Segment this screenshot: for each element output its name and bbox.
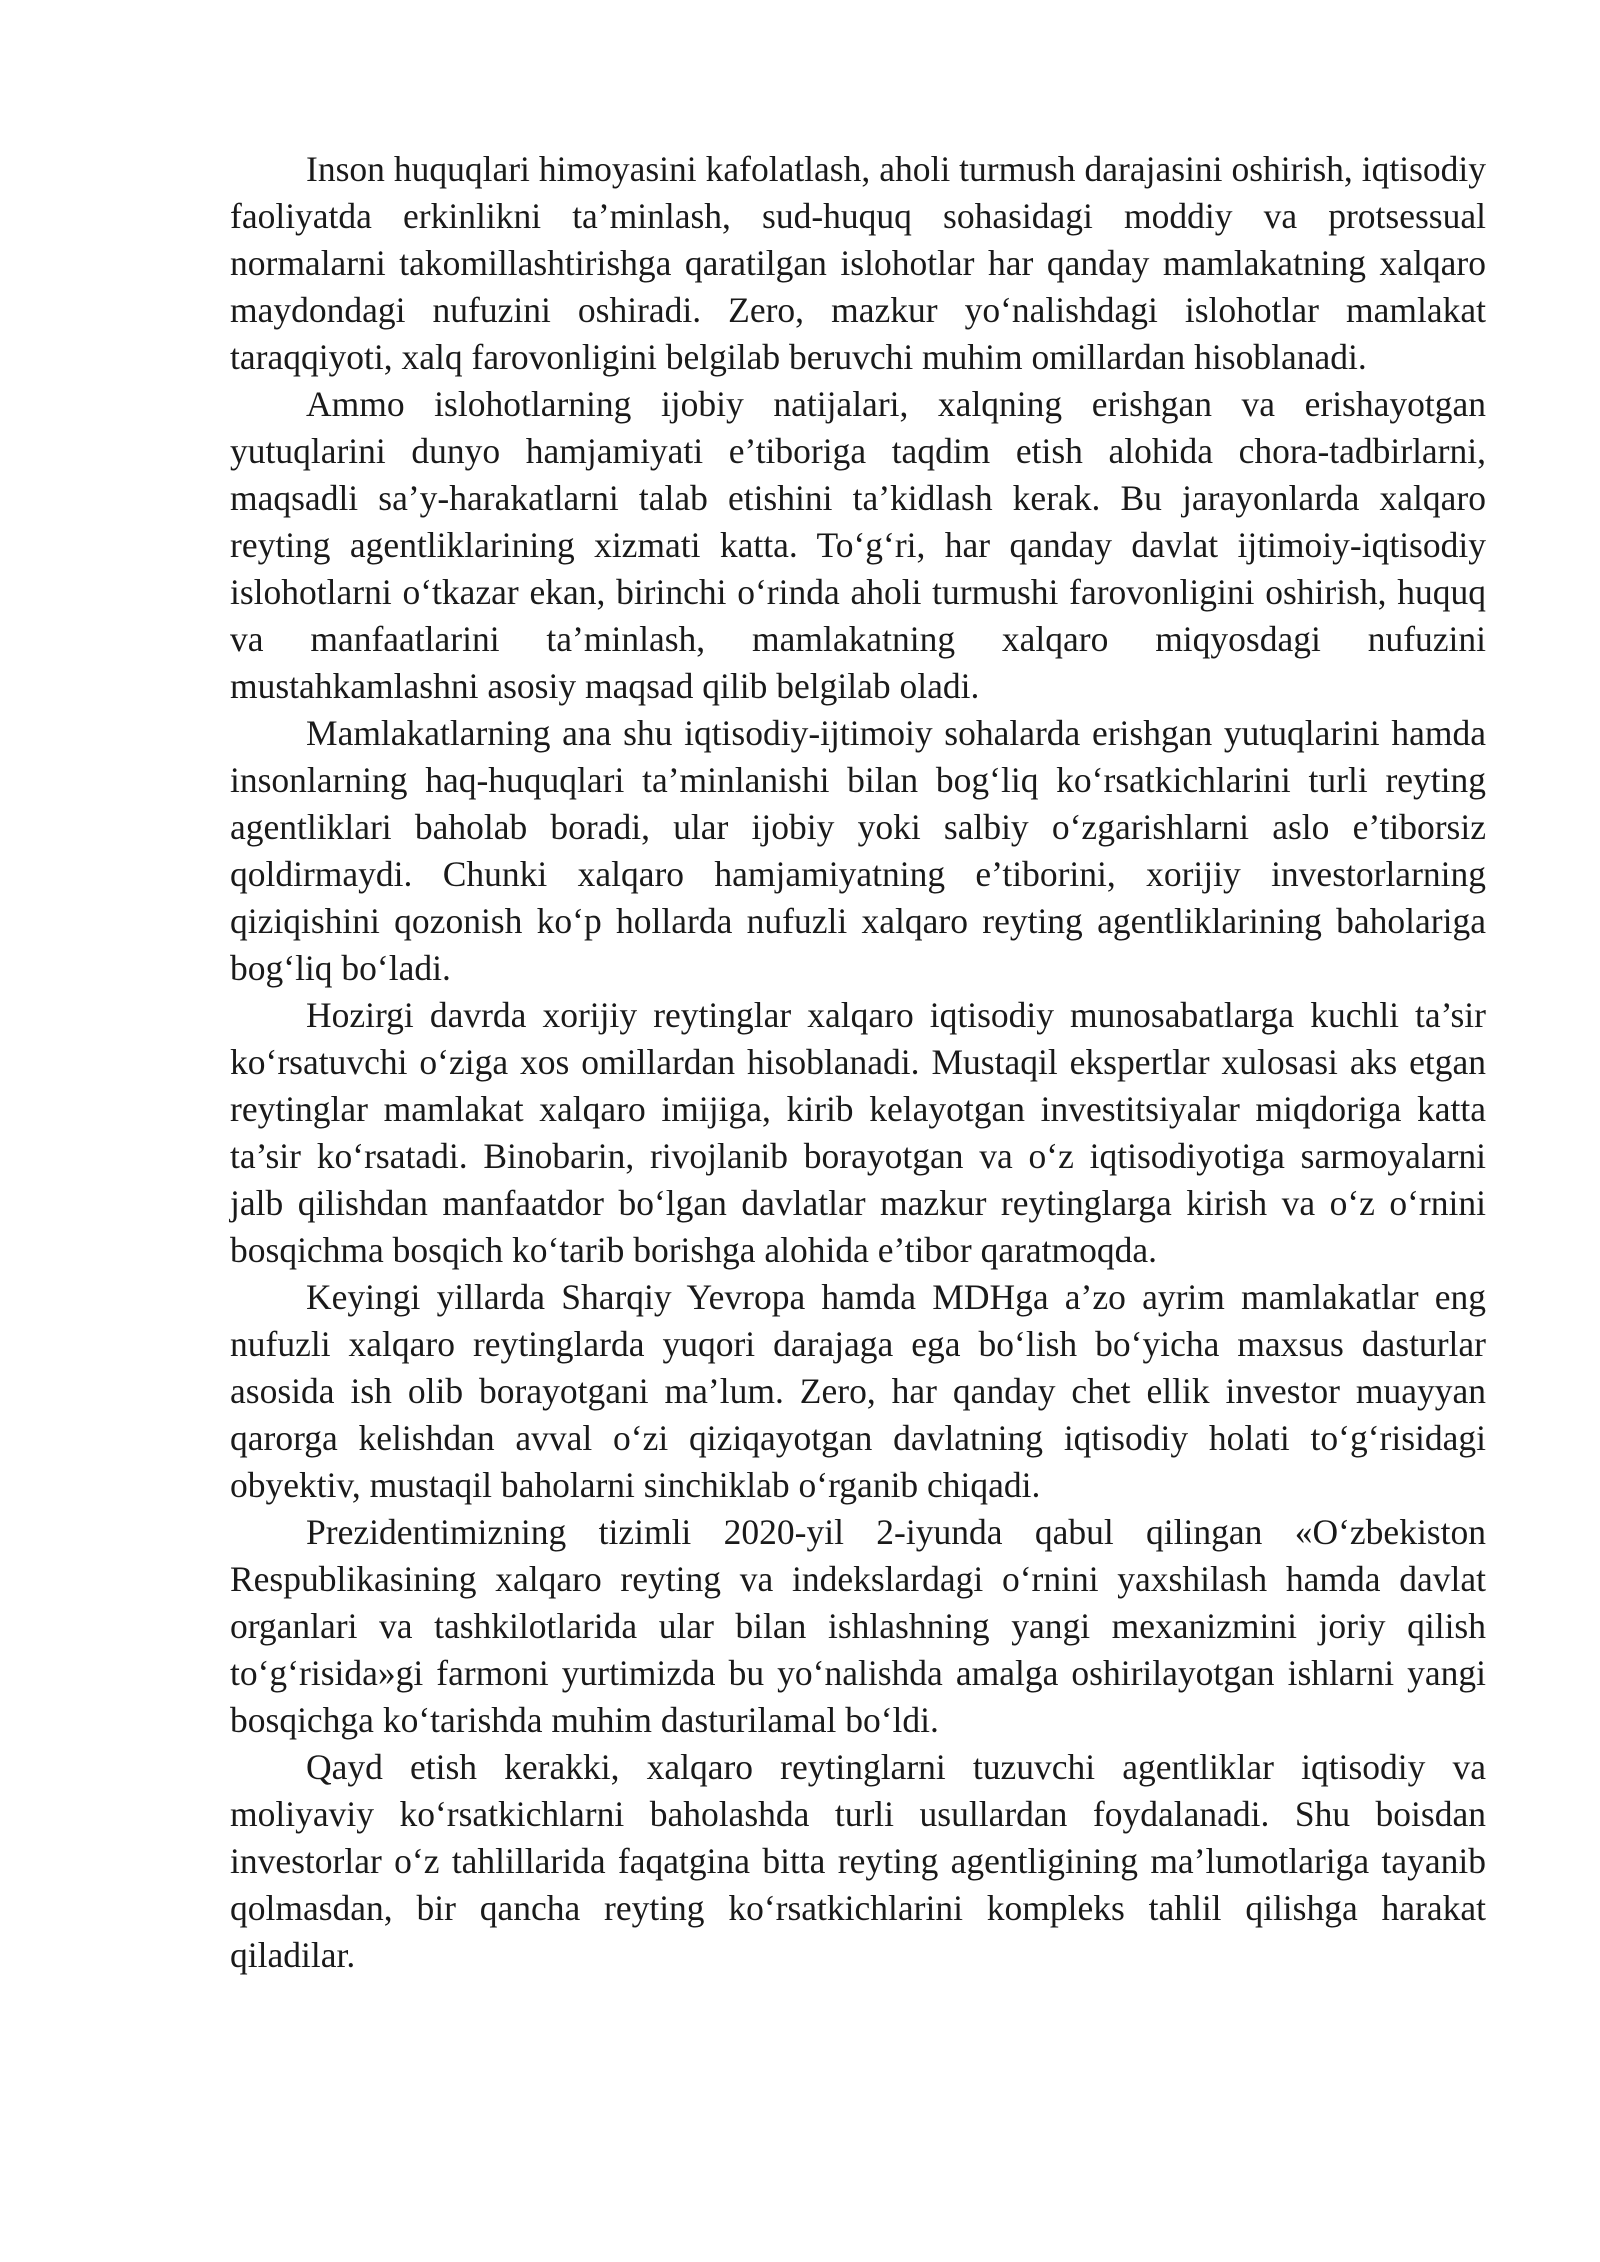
- paragraph-eastern-europe-cis: Keyingi yillarda Sharqiy Yevropa hamda MDHga a’zo ayrim mamlakatlar eng nufuzli xalqaro reytinglarda yuqori darajaga ega bo‘lish bo‘yicha maxsus dasturlar asosida ish olib borayotgani ma’lum. Zero, har qanday chet ellik investor muayyan qarorga kelishdan avval o‘zi qiziqayotgan davlatning iqtisodiy holati to‘g‘risidagi obyektiv, mustaqil baholarni sinchiklab o‘rganib chiqadi.: [230, 1277, 1486, 1505]
- paragraph-rating-agencies-assessment: Mamlakatlarning ana shu iqtisodiy-ijtimoiy sohalarda erishgan yutuqlarini hamda insonlarning haq-huquqlari ta’minlanishi bilan bog‘liq ko‘rsatkichlarini turli reyting agentliklari baholab boradi, ular ijobiy yoki salbiy o‘zgarishlarni aslo e’tiborsiz qoldirmaydi. Chunki xalqaro hamjamiyatning e’tiborini, xorijiy investorlarning qiziqishini qozonish ko‘p hollarda nufuzli xalqaro reyting agentliklarining baholariga bog‘liq bo‘ladi.: [230, 713, 1486, 988]
- paragraph-presidential-decree: Prezidentimizning tizimli 2020-yil 2-iyunda qabul qilingan «O‘zbekiston Respublikasining xalqaro reyting va indekslardagi o‘rnini yaxshilash hamda davlat organlari va tashkilotlarida ular bilan ishlashning yangi mexanizmini joriy qilish to‘g‘risida»gi farmoni yurtimizda bu yo‘nalishda amalga oshirilayotgan ishlarni yangi bosqichga ko‘tarishda muhim dasturilamal bo‘ldi.: [230, 1512, 1486, 1740]
- paragraph-human-rights-reforms: Inson huquqlari himoyasini kafolatlash, aholi turmush darajasini oshirish, iqtisodiy faoliyatda erkinlikni ta’minlash, sud-huquq sohasidagi moddiy va protsessual normalarni takomillashtirishga qaratilgan islohotlar har qanday mamlakatning xalqaro maydondagi nufuzini oshiradi. Zero, mazkur yo‘nalishdagi islohotlar mamlakat taraqqiyoti, xalq farovonligini belgilab beruvchi muhim omillardan hisoblanadi.: [230, 149, 1486, 377]
- paragraph-reform-results: Ammo islohotlarning ijobiy natijalari, xalqning erishgan va erishayotgan yutuqlarini dunyo hamjamiyati e’tiboriga taqdim etish alohida chora-tadbirlarni, maqsadli sa’y-harakatlarni talab etishini ta’kidlash kerak. Bu jarayonlarda xalqaro reyting agentliklarining xizmati katta. To‘g‘ri, har qanday davlat ijtimoiy-iqtisodiy islohotlarni o‘tkazar ekan, birinchi o‘rinda aholi turmushi farovonligini oshirish, huquq va manfaatlarini ta’minlash, mamlakatning xalqaro miqyosdagi nufuzini mustahkamlashni asosiy maqsad qilib belgilab oladi.: [230, 384, 1486, 706]
- document-body: [230, 146, 1486, 1979]
- paragraph-foreign-ratings-influence: Hozirgi davrda xorijiy reytinglar xalqaro iqtisodiy munosabatlarga kuchli ta’sir ko‘rsatuvchi o‘ziga xos omillardan hisoblanadi. Mustaqil ekspertlar xulosasi aks etgan reytinglar mamlakat xalqaro imijiga, kirib kelayotgan investitsiyalar miqdoriga katta ta’sir ko‘rsatadi. Binobarin, rivojlanib borayotgan va o‘z iqtisodiyotiga sarmoyalarni jalb qilishdan manfaatdor bo‘lgan davlatlar mazkur reytinglarga kirish va o‘z o‘rnini bosqichma bosqich ko‘tarib borishga alohida e’tibor qaratmoqda.: [230, 995, 1486, 1270]
- paragraph-investor-analysis: Qayd etish kerakki, xalqaro reytinglarni tuzuvchi agentliklar iqtisodiy va moliyaviy ko‘rsatkichlarni baholashda turli usullardan foydalanadi. Shu boisdan investorlar o‘z tahlillarida faqatgina bitta reyting agentligining ma’lumotlariga tayanib qolmasdan, bir qancha reyting ko‘rsatkichlarini kompleks tahlil qilishga harakat qiladilar.: [230, 1747, 1486, 1975]
